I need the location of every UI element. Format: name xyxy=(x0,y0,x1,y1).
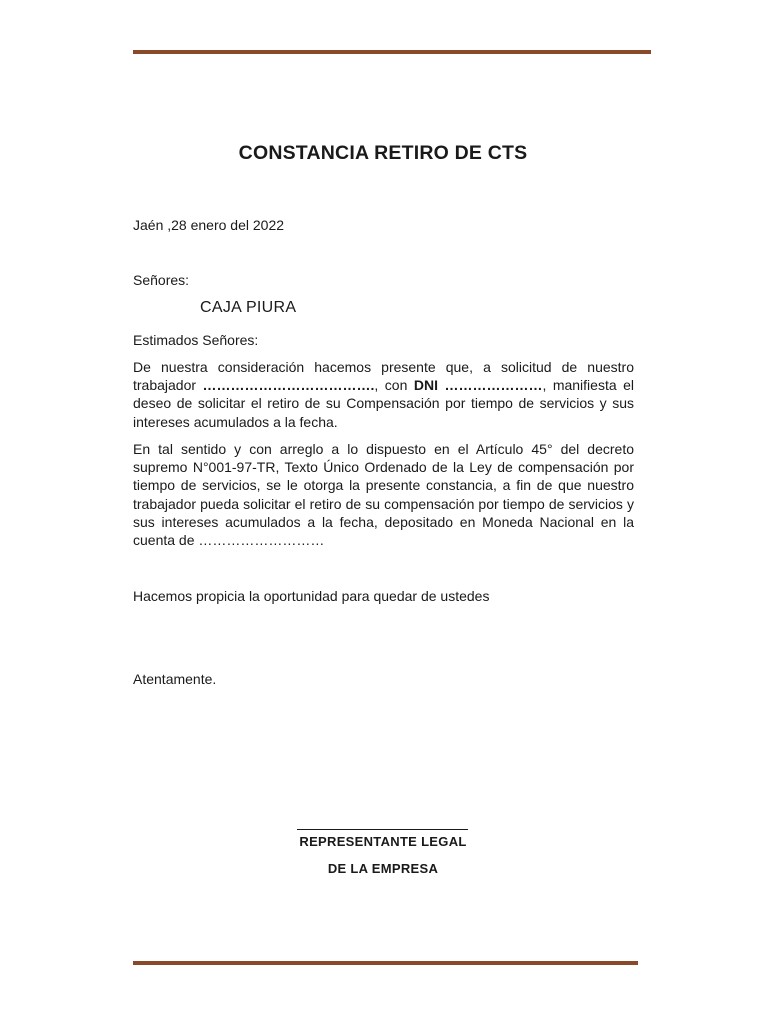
header-rule xyxy=(133,50,651,54)
paragraph-request-part3: , manifiesta el deseo de solicitar el retiro de su Compensación por tiempo de servicios y sus intereses acumulados a la fecha. xyxy=(133,377,635,430)
paragraph-request-part1: De nuestra consideración hacemos presente que, a solicitud de nuestro trabajador xyxy=(133,359,634,394)
paragraph-legal-basis: En tal sentido y con arreglo a lo dispuesto en el Artículo 45° del decreto supremo N°001-97-TR, Texto Único Ordenado de la Ley de compensación por tiempo de servicios, se le otorga la presente constancia, a fin de que nuestro trabajador pueda solicitar el retiro de su compensación por tiempo de servicios y sus intereses acumulados a la fecha, depositado en Moneda Nacional en la cuenta de ……………………… xyxy=(133,441,634,549)
greeting: Estimados Señores: xyxy=(133,332,259,348)
footer-rule xyxy=(133,961,638,965)
worker-name-blank: ………………………………. xyxy=(202,377,375,394)
farewell: Atentamente. xyxy=(133,671,217,687)
date-line: Jaén ,28 enero del 2022 xyxy=(133,217,285,233)
signature-company: DE LA EMPRESA xyxy=(327,861,439,876)
signature-line xyxy=(297,829,468,830)
signature-title: REPRESENTANTE LEGAL xyxy=(299,834,467,849)
closing-line: Hacemos propicia la oportunidad para quedar de ustedes xyxy=(133,588,490,604)
paragraph-request-part2: , con xyxy=(374,377,414,394)
salutation: Señores: xyxy=(133,272,190,288)
dni-label: DNI xyxy=(413,377,438,394)
addressee: CAJA PIURA xyxy=(200,299,297,316)
document-title: CONSTANCIA RETIRO DE CTS xyxy=(238,142,528,164)
dni-blank: ………………… xyxy=(437,377,543,394)
paragraph-request xyxy=(133,358,634,431)
